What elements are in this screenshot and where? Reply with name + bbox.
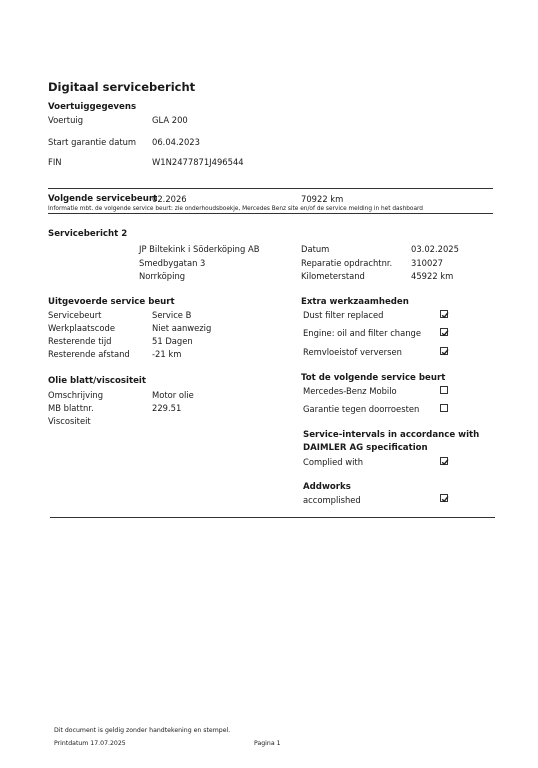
page-title: Digitaal servicebericht (48, 80, 196, 94)
workshop-street: Smedbygatan 3 (139, 258, 206, 268)
oil-row-value: Motor olie (152, 390, 194, 400)
extra-item-label: Engine: oil and filter change (303, 328, 422, 338)
footer-page-number: Pagina 1 (254, 740, 281, 747)
until-next-item-checkbox[interactable] (440, 386, 448, 394)
footer-print-date: Printdatum 17.07.2025 (54, 740, 126, 747)
performed-title: Uitgevoerde service beurt (48, 297, 175, 307)
warranty-label: Start garantie datum (48, 137, 137, 147)
km-label: Kilometerstand (301, 271, 365, 281)
until-next-title: Tot de volgende service beurt (301, 373, 446, 383)
performed-row-label: Resterende tijd (48, 336, 112, 346)
oil-row-label: Omschrijving (48, 390, 104, 400)
addworks-title: Addworks (303, 482, 351, 492)
checkmark-icon (440, 457, 450, 467)
footer-note: Dit document is geldig zonder handtekening en stempel. (54, 727, 231, 734)
performed-row-label: Servicebeurt (48, 310, 102, 320)
next-service-label: Volgende servicebeurt (48, 194, 158, 204)
extra-item-label: Remvloeistof verversen (303, 347, 402, 357)
date-value: 03.02.2025 (411, 244, 459, 254)
intervals-item-checkbox[interactable] (440, 457, 448, 465)
extra-item-checkbox[interactable] (440, 347, 448, 355)
oil-row-label: MB blattnr. (48, 403, 94, 413)
vehicle-value: GLA 200 (152, 115, 188, 125)
extra-item-checkbox[interactable] (440, 328, 448, 336)
performed-row-value: -21 km (152, 349, 182, 359)
intervals-title-line2: DAIMLER AG specification (303, 443, 428, 453)
next-service-info: Informatie mbt. de volgende service beurt: zie onderhoudsboekje, Mercedes Benz site en/of de service melding in het dashboard (48, 206, 423, 212)
divider (48, 213, 493, 214)
performed-row-value: Niet aanwezig (152, 323, 212, 333)
km-value: 45922 km (411, 271, 454, 281)
warranty-value: 06.04.2023 (152, 137, 200, 147)
addworks-item-checkbox[interactable] (440, 494, 448, 502)
order-label: Reparatie opdrachtnr. (301, 258, 393, 268)
extra-title: Extra werkzaamheden (301, 297, 409, 307)
extra-item-checkbox[interactable] (440, 310, 448, 318)
fin-value: W1N2477871J496544 (152, 157, 244, 167)
until-next-item-checkbox[interactable] (440, 404, 448, 412)
vehicle-section-title: Voertuiggegevens (48, 102, 137, 112)
checkmark-icon (440, 328, 450, 338)
divider (50, 517, 495, 518)
oil-row-value: 229.51 (152, 403, 182, 413)
checkmark-icon (440, 310, 450, 320)
performed-row-value: 51 Dagen (152, 336, 193, 346)
checkmark-icon (440, 494, 450, 504)
workshop-city: Norrköping (139, 271, 186, 281)
intervals-title-line1: Service-intervals in accordance with (303, 430, 480, 440)
order-value: 310027 (411, 258, 443, 268)
performed-row-value: Service B (152, 310, 192, 320)
intervals-item-label: Complied with (303, 457, 363, 467)
performed-row-label: Resterende afstand (48, 349, 130, 359)
until-next-item-label: Mercedes-Benz Mobilo (303, 386, 397, 396)
performed-row-label: Werkplaatscode (48, 323, 115, 333)
checkmark-icon (440, 347, 450, 357)
extra-item-label: Dust filter replaced (303, 310, 384, 320)
report-title: Servicebericht 2 (48, 229, 128, 239)
addworks-item-label: accomplished (303, 495, 361, 505)
vehicle-label: Voertuig (48, 115, 84, 125)
workshop-name: JP Biltekink i Söderköping AB (139, 244, 260, 254)
divider (48, 188, 493, 189)
next-service-date: 02.2026 (152, 194, 187, 204)
until-next-item-label: Garantie tegen doorroesten (303, 404, 420, 414)
next-service-km: 70922 km (301, 194, 344, 204)
fin-label: FIN (48, 157, 62, 167)
date-label: Datum (301, 244, 330, 254)
oil-row-label: Viscositeit (48, 416, 91, 426)
oil-title: Olie blatt/viscositeit (48, 376, 146, 386)
